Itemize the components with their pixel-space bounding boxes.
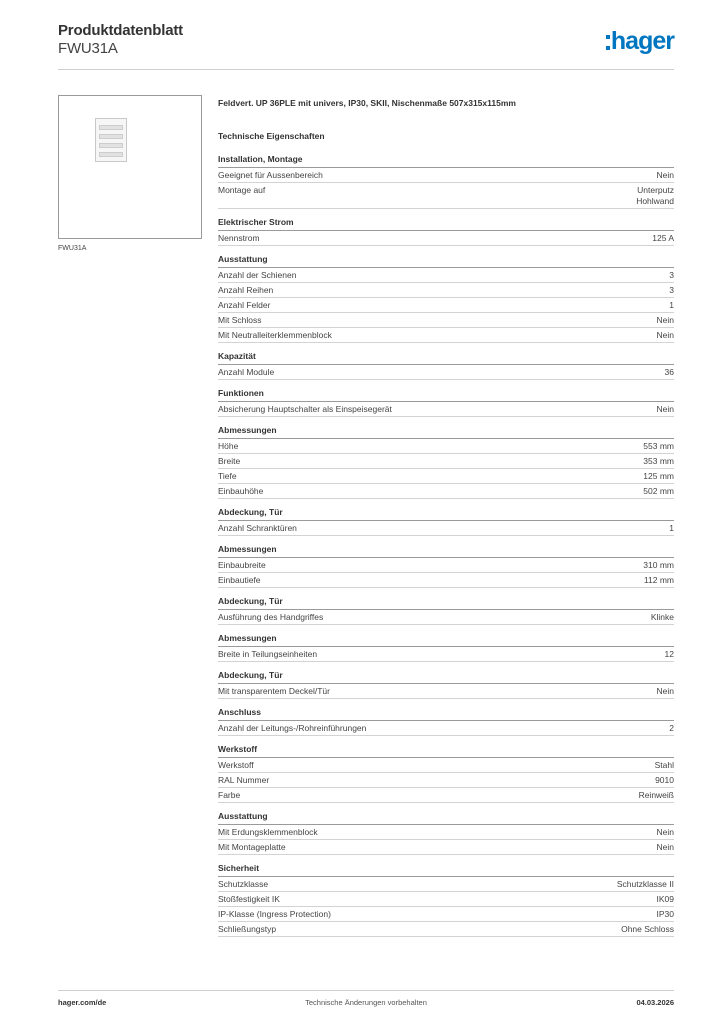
spec-row xyxy=(218,758,674,773)
spec-value xyxy=(643,471,674,482)
spec-section xyxy=(218,507,674,536)
spec-value-line: 2 xyxy=(669,723,674,733)
spec-value xyxy=(657,170,674,181)
spec-value-line: Nein xyxy=(656,315,674,325)
spec-section xyxy=(218,544,674,588)
spec-row xyxy=(218,684,674,699)
spec-value-line: 112 mm xyxy=(643,575,674,585)
spec-label: Anzahl Module xyxy=(218,367,275,377)
spec-value-line: Nein xyxy=(656,404,674,414)
spec-value xyxy=(636,185,674,207)
spec-value xyxy=(657,404,674,415)
spec-section xyxy=(218,744,674,803)
spec-section xyxy=(218,254,674,343)
spec-label: Breite in Teilungseinheiten xyxy=(218,649,318,659)
section-title: Anschluss xyxy=(218,707,674,721)
spec-label: Geeignet für Aussenbereich xyxy=(218,170,323,180)
section-title: Abmessungen xyxy=(218,544,674,558)
section-title: Abdeckung, Tür xyxy=(218,507,674,521)
spec-row xyxy=(218,721,674,736)
spec-label: Einbauhöhe xyxy=(218,486,264,496)
spec-row xyxy=(218,840,674,855)
spec-label: Farbe xyxy=(218,790,241,800)
spec-value xyxy=(644,575,674,586)
spec-section xyxy=(218,217,674,246)
spec-row xyxy=(218,283,674,298)
spec-section xyxy=(218,863,674,937)
spec-value xyxy=(655,760,674,771)
technical-properties-heading: Technische Eigenschaften xyxy=(218,131,325,141)
section-title: Funktionen xyxy=(218,388,674,402)
spec-value xyxy=(657,842,674,853)
footer-website: hager.com/de xyxy=(58,998,107,1007)
product-code: FWU31A xyxy=(58,40,118,57)
section-title: Sicherheit xyxy=(218,863,674,877)
section-title: Abmessungen xyxy=(218,425,674,439)
spec-value-line: 353 mm xyxy=(643,456,674,466)
spec-value xyxy=(657,686,674,697)
spec-value-line: Nein xyxy=(656,827,674,837)
spec-value-line: 3 xyxy=(669,270,674,280)
spec-value xyxy=(655,775,674,786)
spec-label: Anzahl der Schienen xyxy=(218,270,297,280)
spec-label: Mit Neutralleiterklemmenblock xyxy=(218,330,332,340)
spec-value-line: Nein xyxy=(656,686,674,696)
spec-section xyxy=(218,596,674,625)
spec-value-line: 125 mm xyxy=(643,471,674,481)
spec-label: Anzahl der Leitungs-/Rohreinführungen xyxy=(218,723,367,733)
image-caption: FWU31A xyxy=(58,245,87,252)
spec-value-line: 12 xyxy=(664,649,674,659)
spec-value xyxy=(657,827,674,838)
spec-label: Mit Montageplatte xyxy=(218,842,286,852)
spec-sections xyxy=(218,154,674,937)
spec-row xyxy=(218,313,674,328)
spec-label: Nennstrom xyxy=(218,233,260,243)
spec-value xyxy=(643,441,674,452)
logo-text: hager xyxy=(610,27,674,55)
spec-label: IP-Klasse (Ingress Protection) xyxy=(218,909,331,919)
spec-value-line: 310 mm xyxy=(643,560,674,570)
section-title: Abdeckung, Tür xyxy=(218,670,674,684)
spec-section xyxy=(218,351,674,380)
spec-row xyxy=(218,454,674,469)
spec-row xyxy=(218,610,674,625)
spec-value xyxy=(665,649,674,660)
spec-row xyxy=(218,298,674,313)
section-title: Ausstattung xyxy=(218,254,674,268)
spec-value xyxy=(669,523,674,534)
spec-row xyxy=(218,231,674,246)
spec-row xyxy=(218,573,674,588)
spec-value-line: IK09 xyxy=(656,894,674,904)
page-header xyxy=(58,22,674,72)
spec-value xyxy=(639,790,674,801)
spec-value xyxy=(657,315,674,326)
spec-row xyxy=(218,439,674,454)
spec-label: Schutzklasse xyxy=(218,879,269,889)
spec-value-line: 125 A xyxy=(652,233,674,243)
spec-value xyxy=(651,612,674,623)
spec-row xyxy=(218,484,674,499)
spec-value-line: Stahl xyxy=(654,760,674,770)
spec-section xyxy=(218,670,674,699)
spec-row xyxy=(218,183,674,209)
footer-note: Technische Änderungen vorbehalten xyxy=(305,998,427,1007)
spec-label: Stoßfestigkeit IK xyxy=(218,894,280,904)
spec-row xyxy=(218,825,674,840)
spec-row xyxy=(218,469,674,484)
spec-value-line: 1 xyxy=(669,523,674,533)
spec-label: Werkstoff xyxy=(218,760,254,770)
spec-section xyxy=(218,425,674,499)
hager-logo xyxy=(606,27,674,55)
spec-section xyxy=(218,388,674,417)
spec-section xyxy=(218,154,674,209)
spec-value-line: 9010 xyxy=(655,775,674,785)
spec-value-line: Schutzklasse II xyxy=(616,879,674,889)
footer-date: 04.03.2026 xyxy=(636,998,674,1007)
spec-section xyxy=(218,811,674,855)
section-title: Werkstoff xyxy=(218,744,674,758)
spec-value xyxy=(657,894,675,905)
spec-value-line: 3 xyxy=(669,285,674,295)
spec-value xyxy=(643,486,674,497)
spec-value-line: Nein xyxy=(656,842,674,852)
spec-label: Absicherung Hauptschalter als Einspeisegerät xyxy=(218,404,392,414)
spec-row xyxy=(218,892,674,907)
spec-value-line: Reinweiß xyxy=(638,790,674,800)
spec-label: Mit Erdungsklemmenblock xyxy=(218,827,318,837)
spec-label: Breite xyxy=(218,456,241,466)
spec-value-line: IP30 xyxy=(656,909,674,919)
spec-value xyxy=(617,879,674,890)
header-divider xyxy=(58,69,674,70)
spec-row xyxy=(218,773,674,788)
spec-value xyxy=(657,909,675,920)
spec-row xyxy=(218,647,674,662)
spec-label: Anzahl Schranktüren xyxy=(218,523,297,533)
spec-label: RAL Nummer xyxy=(218,775,270,785)
document-title: Produktdatenblatt xyxy=(58,22,183,39)
spec-row xyxy=(218,788,674,803)
spec-section xyxy=(218,707,674,736)
product-description: Feldvert. UP 36PLE mit univers, IP30, SKII, Nischenmaße 507x315x115mm xyxy=(218,98,516,108)
spec-value-line: 553 mm xyxy=(643,441,674,451)
spec-label: Anzahl Reihen xyxy=(218,285,274,295)
section-title: Abmessungen xyxy=(218,633,674,647)
spec-content xyxy=(218,98,674,945)
spec-value xyxy=(669,300,674,311)
spec-row xyxy=(218,168,674,183)
spec-value xyxy=(643,456,674,467)
spec-row xyxy=(218,268,674,283)
spec-row xyxy=(218,877,674,892)
spec-value-line: Klinke xyxy=(650,612,674,622)
spec-section xyxy=(218,633,674,662)
spec-row xyxy=(218,907,674,922)
spec-label: Tiefe xyxy=(218,471,237,481)
spec-value-line: Unterputz xyxy=(637,185,674,195)
logo-dots-icon xyxy=(606,35,610,50)
spec-row xyxy=(218,558,674,573)
spec-label: Ausführung des Handgriffes xyxy=(218,612,324,622)
spec-label: Mit transparentem Deckel/Tür xyxy=(218,686,330,696)
spec-value xyxy=(669,285,674,296)
spec-value xyxy=(621,924,674,935)
spec-label: Montage auf xyxy=(218,185,266,195)
spec-row xyxy=(218,328,674,343)
product-image-frame xyxy=(58,95,202,239)
spec-value xyxy=(669,270,674,281)
spec-label: Mit Schloss xyxy=(218,315,262,325)
spec-value-line: Hohlwand xyxy=(636,196,674,206)
spec-label: Schließungstyp xyxy=(218,924,277,934)
spec-value-line: Nein xyxy=(656,330,674,340)
spec-value xyxy=(669,723,674,734)
spec-value xyxy=(665,367,674,378)
spec-label: Einbaubreite xyxy=(218,560,266,570)
section-title: Ausstattung xyxy=(218,811,674,825)
spec-value xyxy=(643,560,674,571)
footer-divider xyxy=(58,990,674,991)
spec-row xyxy=(218,365,674,380)
spec-value-line: 36 xyxy=(664,367,674,377)
spec-value xyxy=(652,233,674,244)
spec-row xyxy=(218,922,674,937)
spec-label: Einbautiefe xyxy=(218,575,261,585)
section-title: Installation, Montage xyxy=(218,154,674,168)
section-title: Elektrischer Strom xyxy=(218,217,674,231)
spec-row xyxy=(218,521,674,536)
spec-value-line: Ohne Schloss xyxy=(621,924,674,934)
spec-label: Höhe xyxy=(218,441,239,451)
section-title: Kapazität xyxy=(218,351,674,365)
spec-value-line: 1 xyxy=(669,300,674,310)
spec-value-line: Nein xyxy=(656,170,674,180)
spec-value xyxy=(657,330,674,341)
spec-row xyxy=(218,402,674,417)
section-title: Abdeckung, Tür xyxy=(218,596,674,610)
spec-label: Anzahl Felder xyxy=(218,300,271,310)
spec-value-line: 502 mm xyxy=(643,486,674,496)
distribution-board-image xyxy=(95,118,127,162)
